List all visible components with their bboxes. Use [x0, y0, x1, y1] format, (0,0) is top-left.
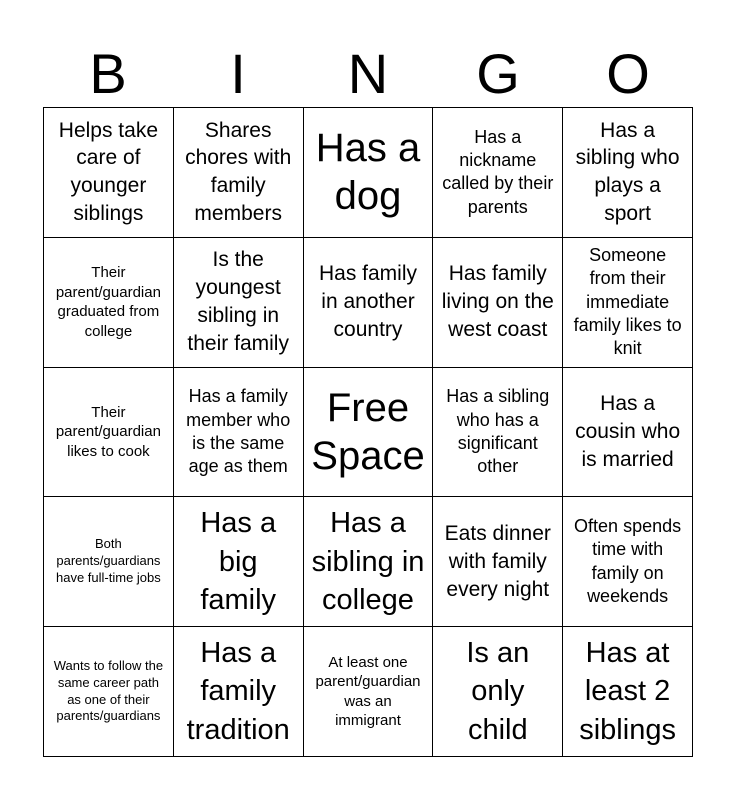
header-letter-g: G: [476, 42, 520, 105]
bingo-cell: [563, 497, 693, 627]
header-letter-o: O: [606, 42, 650, 105]
header-letter-n: N: [347, 42, 389, 105]
cell-text: Has at least 2 siblings: [579, 636, 676, 746]
cell-text: Shares chores with family members: [185, 118, 292, 226]
bingo-cell: [44, 497, 174, 627]
cell-text: Wants to follow the same career path as one of their parents/guardians: [53, 657, 164, 724]
bingo-cell: [563, 627, 693, 757]
cell-text: Has a sibling who plays a sport: [575, 118, 680, 226]
cell-text: Both parents/guardians have full-time jobs: [56, 536, 161, 586]
bingo-cell: [44, 368, 174, 498]
cell-text: Has a sibling in college: [311, 506, 425, 617]
cell-text: Has a nickname called by their parents: [442, 126, 554, 217]
cell-text: Has a family member who is the same age as them: [186, 386, 291, 477]
cell-text: Their parent/guardian likes to cook: [55, 403, 161, 460]
free-space-cell: [304, 368, 434, 498]
bingo-cell: [433, 238, 563, 368]
bingo-cell: [433, 497, 563, 627]
bingo-cell: [174, 368, 304, 498]
bingo-cell: [174, 238, 304, 368]
cell-text: Helps take care of younger siblings: [58, 118, 158, 226]
cell-text: Has a family tradition: [186, 636, 290, 746]
bingo-cell: [44, 627, 174, 757]
bingo-cell: [433, 627, 563, 757]
bingo-cell: [174, 108, 304, 238]
bingo-cell: [563, 238, 693, 368]
bingo-header: [43, 40, 693, 108]
cell-text: Is an only child: [466, 636, 530, 746]
bingo-cell: [174, 497, 304, 627]
cell-text: Often spends time with family on weekends: [574, 516, 682, 607]
cell-text: Someone from their immediate family likes to knit: [573, 244, 682, 359]
cell-text: Eats dinner with family every night: [444, 521, 551, 601]
bingo-cell: [44, 238, 174, 368]
cell-text: Has a sibling who has a significant other: [446, 386, 550, 477]
cell-text: Their parent/guardian graduated from college: [55, 264, 161, 340]
cell-text: Has family in another country: [318, 262, 417, 342]
bingo-cell: [563, 368, 693, 498]
bingo-cell: [433, 368, 563, 498]
cell-text: Has family living on the west coast: [441, 262, 554, 342]
bingo-cell: [44, 108, 174, 238]
bingo-cell: [433, 108, 563, 238]
header-letter-i: I: [230, 42, 246, 105]
bingo-cell: [304, 627, 434, 757]
bingo-cell: [563, 108, 693, 238]
bingo-grid: [43, 107, 693, 757]
bingo-cell: [304, 238, 434, 368]
header-letter-b: B: [89, 42, 127, 105]
cell-text: Is the youngest sibling in their family: [187, 248, 289, 356]
cell-text: Has a cousin who is married: [575, 392, 681, 471]
bingo-cell: [304, 108, 434, 238]
bingo-cell: [174, 627, 304, 757]
bingo-cell: [304, 497, 434, 627]
cell-text: At least one parent/guardian was an immigrant: [315, 653, 421, 730]
cell-text: Has a big family: [200, 506, 277, 617]
cell-text: Has a dog: [315, 126, 421, 219]
cell-text: Free Space: [311, 385, 425, 478]
